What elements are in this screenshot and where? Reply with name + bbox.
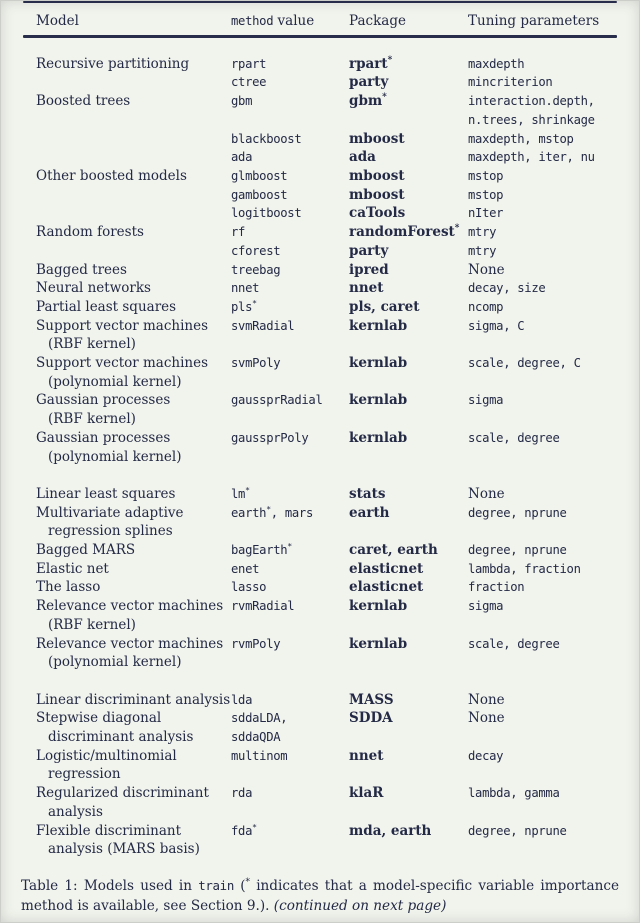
method-cell-line: svmRadial xyxy=(231,318,295,333)
model-cell-line: Other boosted models xyxy=(36,168,187,184)
models-table xyxy=(23,0,617,859)
model-cell xyxy=(36,148,231,167)
method-cell xyxy=(231,485,349,504)
column-header-tuning-parameters xyxy=(468,12,617,31)
method-cell-line: cforest xyxy=(231,243,281,258)
table-row xyxy=(23,691,617,710)
method-cell-line: svmPoly xyxy=(231,356,281,371)
model-cell xyxy=(36,597,231,634)
table-row xyxy=(23,242,617,261)
table-row xyxy=(23,148,617,167)
package-cell-line: mboost xyxy=(349,130,405,147)
tuning-cell-line: sigma xyxy=(468,599,504,614)
table-row xyxy=(23,597,617,634)
method-cell xyxy=(231,298,349,317)
star-superscript: * xyxy=(252,298,257,308)
model-cell xyxy=(36,354,231,391)
package-cell xyxy=(349,391,468,428)
table-row xyxy=(23,279,617,298)
package-cell xyxy=(349,223,468,242)
package-cell xyxy=(349,709,468,746)
package-cell-line: kernlab xyxy=(349,355,408,372)
model-cell xyxy=(36,223,231,242)
star-superscript: * xyxy=(454,223,460,234)
table-row xyxy=(23,747,617,784)
model-cell-line: Elastic net xyxy=(36,560,109,577)
package-cell xyxy=(349,635,468,672)
tuning-cell-line: maxdepth xyxy=(468,56,525,71)
tuning-cell xyxy=(468,822,617,859)
package-cell-line: caret, earth xyxy=(349,542,438,559)
tuning-cell xyxy=(468,167,617,186)
package-cell-line: kernlab xyxy=(349,392,408,409)
tuning-cell xyxy=(468,635,617,672)
table-row xyxy=(23,55,617,74)
model-cell-line: discriminant analysis xyxy=(48,729,194,746)
model-cell xyxy=(36,242,231,261)
package-cell-line: kernlab xyxy=(349,598,408,615)
model-cell xyxy=(36,504,231,541)
package-cell xyxy=(349,73,468,92)
method-cell xyxy=(231,391,349,428)
model-cell xyxy=(36,578,231,597)
table-row xyxy=(23,261,617,280)
table-row xyxy=(23,635,617,672)
package-cell-line: earth xyxy=(349,504,390,521)
tuning-cell-line: decay xyxy=(468,748,504,763)
package-cell-line: stats xyxy=(349,485,386,502)
tuning-cell-line: sigma xyxy=(468,393,504,408)
model-cell xyxy=(36,391,231,428)
method-cell xyxy=(231,73,349,92)
model-cell-line: Multivariate adaptive xyxy=(36,504,184,521)
table-row xyxy=(23,391,617,428)
method-cell-line: gamboost xyxy=(231,187,288,202)
tuning-cell xyxy=(468,597,617,634)
tuning-cell xyxy=(468,148,617,167)
model-cell-line: Boosted trees xyxy=(36,93,131,110)
tuning-cell-line: scale, degree xyxy=(468,430,560,445)
model-cell-line: Relevance vector machines xyxy=(36,598,224,615)
tuning-cell xyxy=(468,429,617,466)
tuning-cell-line: None xyxy=(468,710,505,727)
table-row xyxy=(23,204,617,223)
method-cell xyxy=(231,242,349,261)
model-cell-line: Support vector machines xyxy=(36,317,209,334)
tuning-cell-line: lambda, fraction xyxy=(468,561,581,576)
package-cell-line: party xyxy=(349,74,389,91)
text-segment: value xyxy=(273,13,315,30)
method-cell-line: bagEarth* xyxy=(231,541,292,558)
method-cell xyxy=(231,167,349,186)
tuning-cell xyxy=(468,485,617,504)
model-cell xyxy=(36,261,231,280)
method-cell-line: rpart xyxy=(231,56,267,71)
table-group-2 xyxy=(23,485,617,672)
tuning-cell xyxy=(468,747,617,784)
tuning-cell xyxy=(468,279,617,298)
tuning-cell xyxy=(468,242,617,261)
method-cell xyxy=(231,709,349,746)
table-row xyxy=(23,186,617,205)
tuning-cell-line: ncomp xyxy=(468,299,504,314)
table-row xyxy=(23,223,617,242)
method-cell-line: lasso xyxy=(231,580,267,595)
method-cell-line: pls* xyxy=(231,298,257,314)
model-cell-line: Flexible discriminant xyxy=(36,822,182,839)
model-cell xyxy=(36,130,231,149)
text-segment: Table 1: Models used in xyxy=(21,877,199,894)
model-cell-line: (polynomial kernel) xyxy=(48,448,182,465)
package-cell-line: klaR xyxy=(349,785,384,802)
tuning-cell xyxy=(468,354,617,391)
model-cell-line: Gaussian processes xyxy=(36,392,171,409)
package-cell-line: caTools xyxy=(349,205,406,222)
model-cell-line: The lasso xyxy=(36,579,101,596)
model-cell-line: Linear least squares xyxy=(36,485,176,502)
method-cell-line: lm* xyxy=(231,485,250,501)
tuning-cell-line: mtry xyxy=(468,225,497,240)
method-cell-line: nnet xyxy=(231,281,260,296)
model-cell xyxy=(36,747,231,784)
package-cell xyxy=(349,822,468,859)
table-row xyxy=(23,578,617,597)
package-cell xyxy=(349,186,468,205)
package-cell xyxy=(349,485,468,504)
package-cell-line: SDDA xyxy=(349,710,393,727)
method-cell-line: rda xyxy=(231,786,253,801)
package-cell-line: elasticnet xyxy=(349,560,424,577)
method-cell xyxy=(231,204,349,223)
package-cell xyxy=(349,204,468,223)
package-cell-line: ipred xyxy=(349,261,389,278)
package-cell-line: kernlab xyxy=(349,317,408,334)
tuning-cell xyxy=(468,73,617,92)
package-cell-line: ada xyxy=(349,149,376,166)
method-cell xyxy=(231,747,349,784)
tuning-cell xyxy=(468,92,617,129)
method-cell xyxy=(231,560,349,579)
tuning-cell xyxy=(468,204,617,223)
text-segment: method xyxy=(231,14,274,29)
package-cell xyxy=(349,597,468,634)
text-segment: Package xyxy=(349,13,406,30)
star-superscript: * xyxy=(382,92,387,103)
package-cell xyxy=(349,148,468,167)
method-cell-line: lda xyxy=(231,692,253,707)
text-segment: train xyxy=(198,877,234,893)
model-cell-line: analysis (MARS basis) xyxy=(48,841,200,858)
model-cell-line: Bagged MARS xyxy=(36,542,136,559)
method-cell-line: sddaQDA xyxy=(231,730,281,745)
method-cell xyxy=(231,317,349,354)
method-cell-line: rvmPoly xyxy=(231,636,281,651)
method-cell xyxy=(231,92,349,129)
method-cell xyxy=(231,148,349,167)
text-segment: (continued on next page) xyxy=(273,897,447,914)
model-cell xyxy=(36,691,231,710)
tuning-cell xyxy=(468,504,617,541)
package-cell xyxy=(349,354,468,391)
model-cell-line: (polynomial kernel) xyxy=(48,654,182,671)
star-superscript: * xyxy=(245,877,250,888)
method-cell xyxy=(231,429,349,466)
model-cell xyxy=(36,167,231,186)
table-row xyxy=(23,167,617,186)
table-row xyxy=(23,485,617,504)
tuning-cell-line: mincriterion xyxy=(468,75,553,90)
text-segment: (* indicates that a model-specific variable importance method is available, see Section 9.). xyxy=(21,877,619,914)
table-group-3 xyxy=(23,691,617,859)
model-cell xyxy=(36,317,231,354)
package-cell xyxy=(349,541,468,560)
method-cell xyxy=(231,578,349,597)
method-cell xyxy=(231,784,349,821)
method-cell xyxy=(231,597,349,634)
method-cell xyxy=(231,635,349,672)
method-cell-line: glmboost xyxy=(231,169,288,183)
table-row xyxy=(23,504,617,541)
method-cell xyxy=(231,691,349,710)
package-cell xyxy=(349,429,468,466)
table-row xyxy=(23,92,617,129)
package-cell-line: gbm* xyxy=(349,92,387,110)
method-cell-line: rf xyxy=(231,225,246,240)
tuning-cell xyxy=(468,317,617,354)
package-cell-line: elasticnet xyxy=(349,579,424,596)
tuning-cell-line: maxdepth, iter, nu xyxy=(468,150,595,165)
model-cell-line: (RBF kernel) xyxy=(48,411,136,428)
package-cell xyxy=(349,167,468,186)
package-cell-line: pls, caret xyxy=(349,298,420,315)
tuning-cell-line: n.trees, shrinkage xyxy=(468,112,595,127)
method-cell-line: multinom xyxy=(231,748,288,763)
method-cell-line: sddaLDA, xyxy=(231,711,288,726)
table-row xyxy=(23,130,617,149)
method-cell xyxy=(231,504,349,541)
tuning-cell-line: mstop xyxy=(468,169,504,183)
star-superscript: * xyxy=(287,541,292,551)
model-cell xyxy=(36,560,231,579)
method-cell-line: fda* xyxy=(231,822,257,838)
tuning-cell xyxy=(468,298,617,317)
model-cell-line: Linear discriminant analysis xyxy=(36,691,231,708)
package-cell-line: mda, earth xyxy=(349,822,432,839)
model-cell-line: analysis xyxy=(48,803,103,820)
package-cell xyxy=(349,279,468,298)
model-cell-line: Gaussian processes xyxy=(36,429,171,446)
package-cell xyxy=(349,560,468,579)
package-cell xyxy=(349,747,468,784)
package-cell xyxy=(349,504,468,541)
package-cell-line: nnet xyxy=(349,280,384,297)
method-cell-line: blackboost xyxy=(231,131,302,146)
model-cell-line: regression xyxy=(48,766,121,783)
model-cell-line: Regularized discriminant xyxy=(36,785,209,802)
model-cell xyxy=(36,485,231,504)
model-cell xyxy=(36,186,231,205)
package-cell-line: mboost xyxy=(349,186,405,203)
method-cell-line: gaussprPoly xyxy=(231,430,309,445)
tuning-cell-line: None xyxy=(468,485,505,502)
method-cell xyxy=(231,130,349,149)
tuning-cell xyxy=(468,784,617,821)
tuning-cell-line: decay, size xyxy=(468,281,546,296)
table-group-1 xyxy=(23,55,617,466)
package-cell-line: mboost xyxy=(349,168,405,184)
model-cell-line: regression splines xyxy=(48,523,173,540)
package-cell xyxy=(349,242,468,261)
table-row xyxy=(23,822,617,859)
package-cell-line: kernlab xyxy=(349,635,408,652)
method-cell xyxy=(231,279,349,298)
package-cell-line: nnet xyxy=(349,747,384,764)
model-cell-line: Neural networks xyxy=(36,280,151,297)
table-row xyxy=(23,784,617,821)
tuning-cell-line: degree, nprune xyxy=(468,823,567,838)
tuning-cell-line: degree, nprune xyxy=(468,505,567,520)
table-row xyxy=(23,298,617,317)
package-cell xyxy=(349,261,468,280)
model-cell xyxy=(36,298,231,317)
tuning-cell-line: sigma, C xyxy=(468,318,525,333)
tuning-cell xyxy=(468,223,617,242)
method-cell xyxy=(231,354,349,391)
tuning-cell-line: mstop xyxy=(468,187,504,202)
method-cell-line: earth*, mars xyxy=(231,504,313,520)
table-row xyxy=(23,317,617,354)
tuning-cell xyxy=(468,709,617,746)
tuning-cell-line: scale, degree xyxy=(468,636,560,651)
tuning-cell xyxy=(468,541,617,560)
tuning-cell xyxy=(468,130,617,149)
tuning-cell xyxy=(468,560,617,579)
model-cell-line: Bagged trees xyxy=(36,261,127,278)
column-header-method-value xyxy=(231,12,349,31)
model-cell xyxy=(36,55,231,74)
method-cell xyxy=(231,223,349,242)
method-cell-line: gbm xyxy=(231,94,253,109)
method-cell xyxy=(231,186,349,205)
table-body xyxy=(23,38,617,859)
tuning-cell-line: degree, nprune xyxy=(468,543,567,558)
model-cell-line: Support vector machines xyxy=(36,355,209,372)
package-cell-line: MASS xyxy=(349,691,394,708)
method-cell-line: rvmRadial xyxy=(231,599,295,614)
model-cell xyxy=(36,784,231,821)
model-cell-line: Random forests xyxy=(36,224,144,241)
table-row xyxy=(23,541,617,560)
model-cell xyxy=(36,709,231,746)
text-segment: Tuning parameters xyxy=(468,13,600,30)
method-cell xyxy=(231,261,349,280)
tuning-cell-line: mtry xyxy=(468,243,497,258)
method-cell-line: gaussprRadial xyxy=(231,393,323,408)
star-superscript: * xyxy=(266,504,271,514)
tuning-cell-line: interaction.depth, xyxy=(468,94,595,109)
model-cell-line: (RBF kernel) xyxy=(48,336,136,353)
method-cell-line: treebag xyxy=(231,262,281,277)
model-cell xyxy=(36,635,231,672)
tuning-cell xyxy=(468,55,617,74)
tuning-cell xyxy=(468,391,617,428)
table-row xyxy=(23,354,617,391)
tuning-cell-line: fraction xyxy=(468,580,525,595)
model-cell-line: Partial least squares xyxy=(36,298,177,315)
package-cell xyxy=(349,317,468,354)
table-header-row xyxy=(23,3,617,35)
package-cell xyxy=(349,784,468,821)
table-caption xyxy=(21,876,619,916)
model-cell xyxy=(36,92,231,129)
model-cell-line: (polynomial kernel) xyxy=(48,373,182,390)
method-cell xyxy=(231,822,349,859)
tuning-cell-line: None xyxy=(468,261,505,278)
model-cell xyxy=(36,204,231,223)
table-row xyxy=(23,429,617,466)
table-row xyxy=(23,709,617,746)
tuning-cell xyxy=(468,691,617,710)
tuning-cell-line: nIter xyxy=(468,206,504,221)
package-cell xyxy=(349,130,468,149)
tuning-cell-line: scale, degree, C xyxy=(468,356,581,371)
method-cell xyxy=(231,55,349,74)
model-cell-line: Stepwise diagonal xyxy=(36,710,162,727)
model-cell xyxy=(36,541,231,560)
tuning-cell xyxy=(468,186,617,205)
model-cell xyxy=(36,822,231,859)
package-cell xyxy=(349,55,468,74)
table-row xyxy=(23,73,617,92)
model-cell-line: Logistic/multinomial xyxy=(36,747,177,764)
package-cell xyxy=(349,578,468,597)
model-cell xyxy=(36,279,231,298)
star-superscript: * xyxy=(252,822,257,832)
package-cell xyxy=(349,92,468,129)
tuning-cell-line: None xyxy=(468,691,505,708)
tuning-cell-line: maxdepth, mstop xyxy=(468,131,574,146)
star-superscript: * xyxy=(245,485,250,495)
method-cell-line: ada xyxy=(231,150,253,165)
package-cell-line: party xyxy=(349,242,389,259)
model-cell-line: Recursive partitioning xyxy=(36,55,190,72)
model-cell-line: Relevance vector machines xyxy=(36,635,224,652)
model-cell xyxy=(36,429,231,466)
package-cell xyxy=(349,298,468,317)
package-cell-line: randomForest* xyxy=(349,223,460,241)
tuning-cell xyxy=(468,578,617,597)
text-segment: Model xyxy=(36,13,79,30)
package-cell-line: kernlab xyxy=(349,429,408,446)
method-cell-line: ctree xyxy=(231,75,267,90)
table-row xyxy=(23,560,617,579)
package-cell-line: rpart* xyxy=(349,55,393,72)
column-header-model xyxy=(36,12,231,31)
tuning-cell xyxy=(468,261,617,280)
method-cell-line: logitboost xyxy=(231,206,302,221)
method-cell-line: enet xyxy=(231,561,260,576)
tuning-cell-line: lambda, gamma xyxy=(468,786,560,801)
model-cell-line: (RBF kernel) xyxy=(48,616,136,633)
method-cell xyxy=(231,541,349,560)
star-superscript: * xyxy=(387,55,393,66)
package-cell xyxy=(349,691,468,710)
model-cell xyxy=(36,73,231,92)
column-header-package xyxy=(349,12,468,31)
